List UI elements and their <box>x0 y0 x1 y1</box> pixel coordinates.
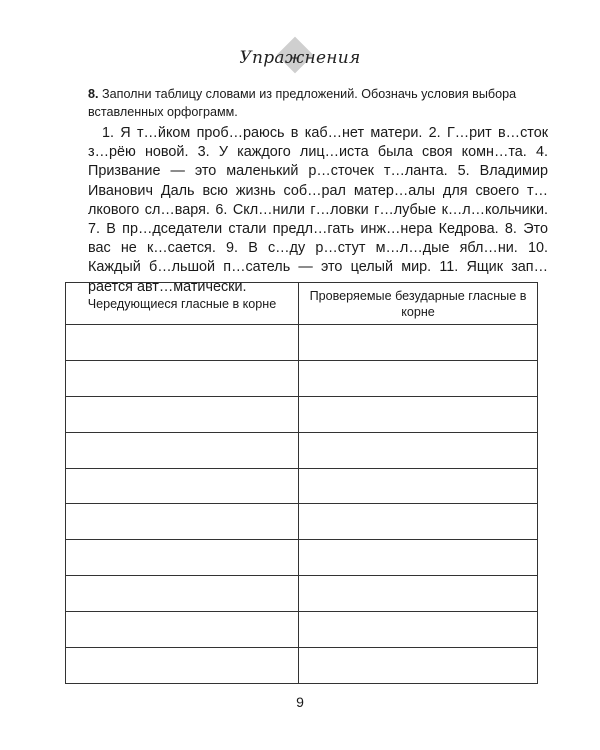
table-body <box>66 325 538 684</box>
table-row <box>66 576 538 612</box>
answer-cell-alternating[interactable] <box>66 360 299 396</box>
exercise-sentences: 1. Я т…йком проб…раюсь в каб…нет матери. 2. Г…рит в…сток з…рёю новой. 3. У каждого лиц…иста была своя комн…та. 4. Призвание — это маленький р…сточек т…ланта. 5. Владимир Иванович Даль всю жизнь соб…рал матер…алы для своего т…лкового сл…варя. 6. Скл…нили г…ловки г…лубые к…л…кольчики. 7. В пр…дседатели стали предл…гать инж…нера Кедрова. 8. Это вас не к…сается. 9. В с…ду р…стут м…л…дые ябл…ни. 10. Каждый б…льшой п…сатель — это целый мир. 11. Ящик зап…рается авт…матически. <box>88 125 548 295</box>
table-row <box>66 360 538 396</box>
answer-cell-checked[interactable] <box>299 468 538 504</box>
table-header-row <box>66 283 538 325</box>
answer-table <box>65 282 538 684</box>
instruction-text: Заполни таблицу словами из предложений. Обозначь условия выбора вставленных орфограмм. <box>88 87 517 119</box>
table-row <box>66 396 538 432</box>
answer-cell-alternating[interactable] <box>66 504 299 540</box>
answer-cell-alternating[interactable] <box>66 432 299 468</box>
table-row <box>66 504 538 540</box>
exercise-instruction <box>88 86 543 121</box>
answer-cell-alternating[interactable] <box>66 540 299 576</box>
answer-cell-alternating[interactable] <box>66 648 299 684</box>
page-header <box>0 38 600 78</box>
answer-cell-checked[interactable] <box>299 612 538 648</box>
answer-cell-checked[interactable] <box>299 504 538 540</box>
answer-cell-checked[interactable] <box>299 432 538 468</box>
table-row <box>66 612 538 648</box>
answer-cell-alternating[interactable] <box>66 396 299 432</box>
table-row <box>66 540 538 576</box>
answer-cell-checked[interactable] <box>299 396 538 432</box>
answer-cell-checked[interactable] <box>299 540 538 576</box>
answer-cell-alternating[interactable] <box>66 612 299 648</box>
column-header-alternating-vowels: Чередующиеся гласные в корне <box>66 283 299 325</box>
table-row <box>66 468 538 504</box>
answer-cell-checked[interactable] <box>299 576 538 612</box>
answer-cell-alternating[interactable] <box>66 468 299 504</box>
answer-cell-alternating[interactable] <box>66 325 299 361</box>
answer-cell-checked[interactable] <box>299 360 538 396</box>
table-row <box>66 325 538 361</box>
answer-cell-checked[interactable] <box>299 325 538 361</box>
table-row <box>66 648 538 684</box>
page-number: 9 <box>296 694 304 710</box>
column-header-checked-vowels: Проверяемые безударные гласные в корне <box>299 283 538 325</box>
table-row <box>66 432 538 468</box>
exercise-number: 8. <box>88 87 99 101</box>
answer-cell-alternating[interactable] <box>66 576 299 612</box>
answer-cell-checked[interactable] <box>299 648 538 684</box>
section-title: Упражнения <box>239 48 361 68</box>
